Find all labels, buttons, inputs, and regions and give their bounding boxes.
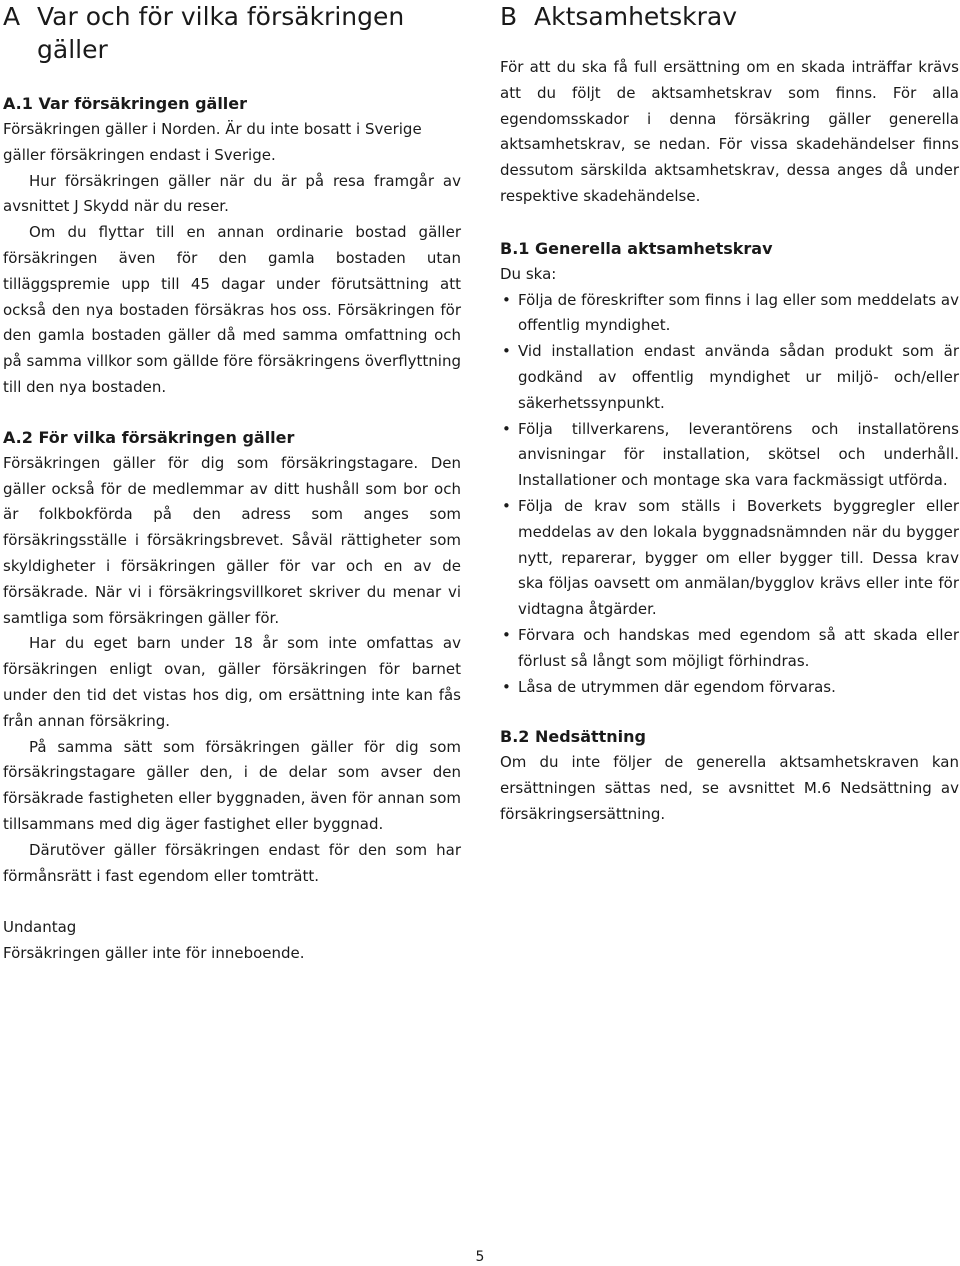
- b1-heading: B.1 Generella aktsamhetskrav: [500, 238, 773, 258]
- bullet-icon: •: [502, 677, 511, 696]
- bullet-icon: •: [502, 419, 511, 438]
- section-a-letter: A: [3, 2, 21, 31]
- section-a-title-text: Var och för vilka försäkringen gäller: [37, 2, 405, 64]
- b2-heading: B.2 Nedsättning: [500, 727, 647, 747]
- section-a-column: [3, 0, 461, 967]
- list-item-text: Följa tillverkarens, leverantörens och installatörens anvisningar för installation, skötsel och underhåll. Installationer och montage ska vara fackmässigt utförda.: [518, 419, 959, 490]
- a2-paragraph-2: Har du eget barn under 18 år som inte omfattas av försäkringen enligt ovan, gäller försäkringen för barnet under den tid det vistas hos dig, om ersättning inte kan fås från annan försäkring.: [3, 634, 461, 730]
- a2-paragraph-3: På samma sätt som försäkringen gäller för dig som försäkringstagare gäller den, i de delar som avser den försäkrade fastigheten eller byggnaden, även för annan som tillsammans med dig äger fastighet eller byggnad.: [3, 737, 461, 833]
- section-b-title: [500, 0, 959, 33]
- section-b-letter: B: [500, 2, 518, 31]
- exception-label: Undantag: [3, 918, 77, 937]
- section-b-column: [500, 0, 959, 828]
- a2-paragraph-1: Försäkringen gäller för dig som försäkringstagare. Den gäller också för de medlemmar av ditt hushåll som bor och är folkbokförda på den adress som anges som försäkringsställe i försäkringsbrevet. Såväl rättigheter som skyldigheter i försäkringen gäller för var och en av de försäkrade. När vi i försäkringsvillkoret skriver du menar vi samtliga som försäkringen gäller för.: [3, 453, 461, 627]
- list-item: [500, 417, 959, 494]
- a2-heading: A.2 För vilka försäkringen gäller: [3, 427, 295, 447]
- a2-paragraph-4: Därutöver gäller försäkringen endast för den som har förmånsrätt i fast egendom eller tomträtt.: [3, 840, 461, 885]
- list-item: [500, 339, 959, 416]
- bullet-icon: •: [502, 496, 511, 515]
- b-intro-paragraph: För att du ska få full ersättning om en skada inträffar krävs att du följt de aktsamhetskrav som finns. För alla egendomsskador i denna försäkring gäller generella aktsamhetskrav, se nedan. För vissa skadehändelser finns dessutom särskilda aktsamhetskrav, dessa anges då under respektive skadehändelse.: [500, 58, 959, 205]
- a1-paragraph-1: Försäkringen gäller i Norden. Är du inte bosatt i Sverige gäller försäkringen endast i Sverige.: [3, 120, 422, 164]
- list-item: [500, 288, 959, 340]
- section-b-title-text: Aktsamhetskrav: [534, 2, 738, 31]
- b1-lead: Du ska:: [500, 264, 557, 283]
- exception-text: Försäkringen gäller inte för inneboende.: [3, 944, 305, 963]
- bullet-icon: •: [502, 342, 511, 361]
- list-item: [500, 494, 959, 623]
- a1-paragraph-3: Om du flyttar till en annan ordinarie bostad gäller försäkringen även för den gamla bostaden utan tilläggspremie upp till 45 dagar under förutsättning att också den nya bostaden försäkras hos oss. Försäkringen för den gamla bostaden gäller då med samma omfattning och på samma villkor som gällde före försäkringens överflyttning till den nya bostaden.: [3, 223, 461, 396]
- bullet-icon: •: [502, 290, 511, 309]
- bullet-icon: •: [502, 625, 511, 644]
- a1-heading: A.1 Var försäkringen gäller: [3, 94, 248, 113]
- list-item: [500, 675, 959, 701]
- list-item-text: Låsa de utrymmen där egendom förvaras.: [518, 677, 836, 696]
- section-a-title: [3, 0, 461, 66]
- list-item: [500, 623, 959, 675]
- list-item-text: Följa de krav som ställs i Boverkets byggregler eller meddelas av den lokala byggnadsnämnden när du bygger nytt, reparerar, bygger om eller bygger till. Dessa krav ska följas oavsett om anmälan/bygglov krävs eller inte för vidtagna åtgärder.: [518, 496, 959, 619]
- list-item-text: Vid installation endast använda sådan produkt som är godkänd av offentlig myndighet ur miljö- och/eller säkerhetssynpunkt.: [518, 342, 959, 412]
- list-item-text: Förvara och handskas med egendom så att skada eller förlust så långt som möjligt förhindras.: [518, 625, 959, 670]
- a1-paragraph-2: Hur försäkringen gäller när du är på resa framgår av avsnittet J Skydd när du reser.: [3, 171, 461, 216]
- list-item-text: Följa de föreskrifter som finns i lag eller som meddelats av offentlig myndighet.: [518, 290, 959, 335]
- b1-requirement-list: [500, 288, 959, 701]
- page-number: 5: [475, 1249, 485, 1265]
- b2-paragraph: Om du inte följer de generella aktsamhetskraven kan ersättningen sättas ned, se avsnittet M.6 Nedsättning av försäkringsersättning.: [500, 753, 959, 823]
